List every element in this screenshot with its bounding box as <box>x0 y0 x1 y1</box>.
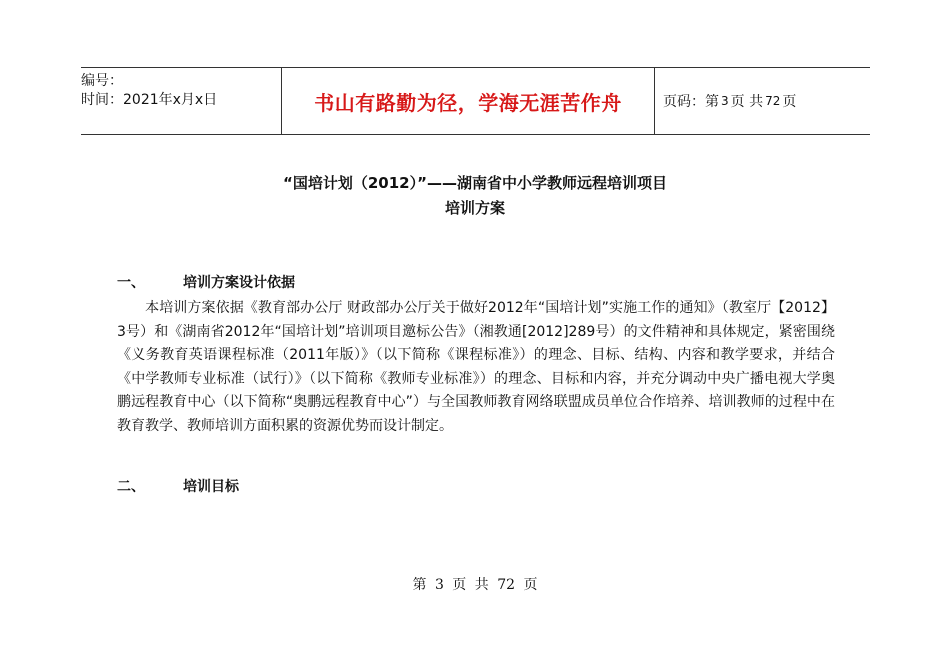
section-heading-2 <box>117 476 239 496</box>
page-total: 72 <box>765 94 781 108</box>
page-prefix: 页码：第 <box>663 94 719 110</box>
document-time: 时间：2021年x月x日 <box>81 92 218 108</box>
section-number: 一、 <box>117 275 145 291</box>
section-heading-1 <box>117 272 295 292</box>
document-title: “国培计划（2012）”——湖南省中小学教师远程培训项目 <box>283 174 667 192</box>
header-motto-cell <box>281 68 655 134</box>
page-middle: 页 共 <box>730 94 764 110</box>
header-meta <box>81 68 281 134</box>
page-header <box>81 67 870 135</box>
document-subtitle: 培训方案 <box>444 199 505 217</box>
section-title: 培训方案设计依据 <box>183 275 295 291</box>
page-current: 3 <box>721 94 729 108</box>
paragraph-text: 本培训方案依据《教育部办公厅 财政部办公厅关于做好2012年“国培计划”实施工作的通知》（教室厅【2012】3号）和《湖南省2012年“国培计划”培训项目邀标公告》（湘教通[2012]289号）的文件精神和具体规定，紧密围绕《义务教育英语课程标准（2011年版）》（以下简称《课程标准》）的理念、目标、结构、内容和教学要求，并结合《中学教师专业标准（试行）》（以下简称《教师专业标准》）的理念、目标和内容，并充分调动中央广播电视大学奥鹏远程教育中心（以下简称“奥鹏远程教育中心”）与全国教师教育网络联盟成员单位合作培养、培训教师的过程中在教育教学、教师培训方面积累的资源优势而设计制定。 <box>117 300 835 434</box>
page-suffix: 页 <box>782 94 797 110</box>
page-footer: 第 3 页 共 72 页 <box>412 577 538 593</box>
section-title: 培训目标 <box>183 479 239 495</box>
header-page-info <box>655 68 870 134</box>
section-paragraph <box>117 297 835 438</box>
document-number-label: 编号： <box>81 73 123 89</box>
section-number: 二、 <box>117 479 145 495</box>
motto-text: 书山有路勤为径，学海无涯苦作舟 <box>314 90 622 115</box>
